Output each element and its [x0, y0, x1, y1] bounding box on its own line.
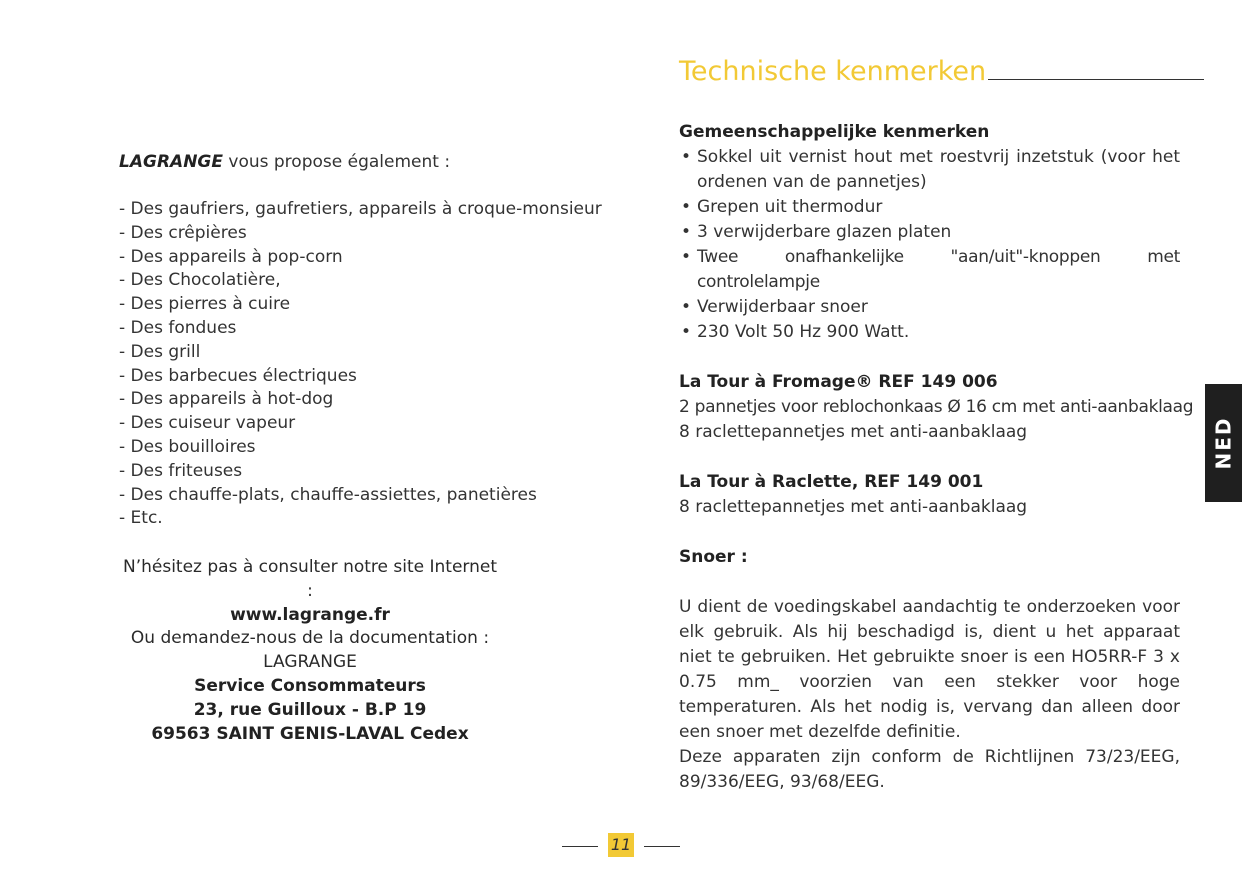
snoer-paragraph: U dient de voedingskabel aandachtig te onderzoeken voor elk gebruik. Als hij beschadigd is, dient u het apparaat niet te gebruiken. Het gebruikte snoer is een HO5RR-F 3 x 0.75 mm_ voorzien van een stekker voor hoge temperaturen. Als het nodig is, vervang dan alleen door een snoer met dezelfde definitie. — [679, 597, 1180, 742]
product-list — [119, 198, 602, 531]
page-number — [560, 833, 682, 857]
address-street: 23, rue Guilloux - B.P 19 — [193, 700, 427, 720]
list-item: - Des gaufriers, gaufretiers, appareils à croque-monsieur — [119, 199, 602, 219]
address-department: Service Consommateurs — [194, 676, 426, 696]
list-item: • Twee onafhankelijke "aan/uit"-knoppen met controlelampje — [679, 245, 1180, 295]
list-item: - Des chauffe-plats, chauffe-assiettes, panetières — [119, 484, 537, 505]
page-number-value: 11 — [608, 833, 634, 857]
page-number-dash-left — [562, 846, 598, 847]
list-item: • 230 Volt 50 Hz 900 Watt. — [679, 320, 1180, 345]
address-city: 69563 SAINT GENIS-LAVAL Cedex — [151, 724, 469, 744]
list-item: • 3 verwijderbare glazen platen — [679, 220, 1180, 245]
brand-name: LAGRANGE — [119, 152, 223, 172]
fromage-line: 8 raclettepannetjes met anti-aanbaklaag — [679, 422, 1028, 442]
list-item: - Etc. — [119, 508, 163, 529]
website-link[interactable]: www.lagrange.fr — [230, 605, 390, 625]
language-tab — [1205, 384, 1242, 502]
list-item: - Des grill — [119, 341, 201, 362]
section-title — [679, 52, 1180, 92]
list-item: • Verwijderbaar snoer — [679, 295, 1180, 320]
list-item: - Des Chocolatière, — [119, 270, 281, 291]
conformity-paragraph: Deze apparaten zijn conform de Richtlijnen 73/23/EEG, 89/336/EEG, 93/68/EEG. — [679, 747, 1180, 792]
list-item: - Des fondues — [119, 317, 237, 338]
website-block — [120, 555, 500, 627]
page-number-dash-right — [644, 846, 680, 847]
list-item: • Sokkel uit vernist hout met roestvrij inzetstuk (voor het ordenen van de pannetjes) — [679, 145, 1180, 195]
language-tab-label: NED — [1211, 416, 1236, 470]
address-company: LAGRANGE — [263, 652, 357, 672]
list-item: - Des appareils à hot-dog — [119, 389, 334, 410]
list-item: - Des barbecues électriques — [119, 365, 357, 386]
address-block — [120, 626, 500, 746]
raclette-line: 8 raclettepannetjes met anti-aanbaklaag — [679, 497, 1028, 517]
list-item: - Des bouilloires — [119, 436, 256, 457]
list-item: • Grepen uit thermodur — [679, 195, 1180, 220]
title-underline — [988, 79, 1204, 80]
section-title-text: Technische kenmerken — [679, 56, 987, 87]
list-item: - Des friteuses — [119, 460, 243, 481]
documentation-prompt: Ou demandez-nous de la documentation : — [130, 628, 490, 648]
snoer-heading: Snoer : — [679, 547, 748, 567]
website-prompt: N’hésitez pas à consulter notre site Internet : — [123, 557, 497, 601]
intro-line — [119, 150, 589, 174]
right-column — [679, 52, 1194, 795]
raclette-heading: La Tour à Raclette, REF 149 001 — [679, 472, 984, 492]
left-column — [119, 150, 602, 531]
list-item: - Des appareils à pop-corn — [119, 246, 343, 267]
list-item: - Des crêpières — [119, 222, 247, 243]
list-item: - Des cuiseur vapeur — [119, 413, 296, 434]
intro-text: vous propose également : — [222, 152, 451, 172]
fromage-line: 2 pannetjes voor reblochonkaas Ø 16 cm met anti-aanbaklaag — [679, 397, 1194, 417]
common-features-list — [679, 145, 1180, 345]
list-item: - Des pierres à cuire — [119, 294, 291, 315]
fromage-heading: La Tour à Fromage® REF 149 006 — [679, 372, 998, 392]
common-features-heading: Gemeenschappelijke kenmerken — [679, 122, 990, 142]
